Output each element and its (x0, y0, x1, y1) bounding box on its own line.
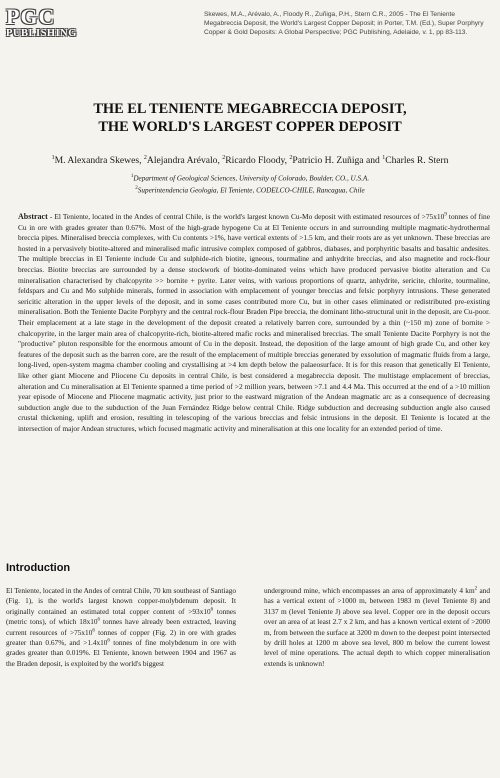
abstract-sup: 9 (444, 212, 447, 218)
intro-right-b: and has a vertical extent of >1000 m, between 1983 m (level Teniente 8) and 3137 m (level Teniente J) above sea level. Copper ore in the deposit occurs over an area of at least 2.7 x 2 km, and has a known vertical extent of >2000 m, from between the surface at 3200 m down to the deepest point intersected by drill holes at 1200 m above sea level, 800 m below the current lowest level of mine operations. The actual depth to which copper mineralisation extends is unknown! (264, 586, 490, 668)
intro-left-d: tonnes of copper (Fig. 2) in ore with grades greater than 0.67%, and >1.4x10 (6, 627, 237, 648)
affiliation-1-text: Department of Geological Sciences, University of Colorado, Boulder, CO., U.S.A. (133, 174, 370, 183)
author-1: M. Alexandra Skewes, (54, 155, 144, 167)
abstract-text-1: - El Teniente, located in the Andes of central Chile, is the world's largest known Cu-Mo deposit with estimated resources of >75x10 (47, 212, 445, 221)
affiliations (0, 172, 500, 196)
intro-left-sup-3: 6 (92, 628, 95, 634)
author-3-affil: 2 (222, 155, 226, 161)
intro-left-sup-2: 6 (97, 617, 101, 623)
abstract-text-2: tonnes of fine Cu in ore with grades greater than 0.67%. Most of the high-grade hypogene Cu at El Teniente occurs in and surrounding multiple magmatic-hydrothermal breccia pipes. Mineralised breccia complexes, with Cu contents >1%, have vertical extents of >1.5 km, and their roots are as yet unknown. These breccias are hosted in a pervasively biotite-altered and mineralised mafic intrusive complex composed of gabbros, diabases, and porphyritic basalts and basaltic andesites. The multiple breccias in El Teniente include Cu and sulphide-rich biotite, igneous, tourmaline and anhydrite breccias, and also magnetite and rock-flour breccias. Biotite breccias are surrounded by a dense stockwork of biotite-dominated veins which have produced pervasive biotite alteration and Cu mineralisation characterised by chalcopyrite >> bornite + pyrite. Later veins, with various proportions of quartz, anhydrite, sericite, chlorite, tourmaline, feldspars and Cu and Mo sulphide minerals, formed in association with emplacement of younger breccias and felsic porphyry intrusions. These generated sericitic alteration in the upper levels of the deposit, and in some cases contributed more Cu, but in other cases eliminated or redistributed pre-existing mineralisation. Both the Teniente Dacite Porphyry and the central rock-flour Braden Pipe breccia, the dominant litho-structural unit in the deposit, are Cu-poor. Their emplacement at a late stage in the development of the deposit created a relatively barren core, surrounded by a thin (~150 m) zone of bornite > chalcopyrite, in the larger main area of chalcopyrite-rich, biotite-altered mafic rocks and mineralised breccias. The small Teniente Dacite Porphyry is not the "productive" pluton responsible for the enormous amount of Cu in the deposit. Instead, the deposition of the large amount of high grade Cu, and other key features of the deposit such as the barren core, are the result of the emplacement of multiple breccias generated by exsolution of magmatic fluids from a large, long-lived, open-system magma chamber cooling and crystallising at >4 km depth below the palaeosurface. It is for this reason that genetically El Teniente, like other giant Miocene and Pliocene Cu deposits in central Chile, is best considered a megabreccia deposit. The multistage emplacement of breccias, alteration and Cu mineralisation at El Teniente spanned a time period of >2 million years, between >7.1 and 4.4 Ma. This occurred at the end of a >10 million year episode of Miocene and Pliocene magmatic activity, just prior to the eastward migration of the Andean magmatic arc as a consequence of decreasing subduction angle due to the subduction of the Juan Fernández Ridge below central Chile. Ridge subduction and decreasing subduction angle also caused crustal thickening, uplift and erosion, resulting in telescoping of the various breccias and felsic intrusions in the deposit. El Teniente is located at the intersection of major Andean structures, which focused magmatic activity and mineralisation at this one locality for an extended period of time. (18, 212, 490, 433)
intro-left-sup-4: 6 (107, 638, 110, 644)
citation-block: Skewes, M.A., Arévalo, A., Floody R., Zuñiga, P.H., Stern C.R., 2005 - The El Teniente Megabreccia Deposit, the World's Largest Copper Deposit; in Porter, T.M. (Ed.), Super Porphyry Copper & Gold Deposits: A Global Perspective; PGC Publishing, Adelaide, v. 1, pp 83-113. (204, 11, 484, 37)
affiliation-2-num: 2 (135, 185, 138, 191)
author-2-affil: 2 (143, 155, 147, 161)
affiliation-1-num: 1 (130, 174, 134, 179)
author-3: Ricardo Floody, (225, 155, 290, 167)
title-line-1: THE EL TENIENTE MEGABRECCIA DEPOSIT, (93, 101, 407, 117)
introduction-heading: Introduction (6, 562, 71, 574)
abstract-label: Abstract (18, 212, 48, 221)
author-5: Charles R. Stern (385, 155, 449, 167)
intro-left-column (6, 586, 236, 669)
affiliation-1 (0, 172, 500, 184)
author-5-affil: 1 (382, 155, 386, 161)
title-line-2: THE WORLD'S LARGEST COPPER DEPOSIT (98, 119, 402, 135)
author-4-affil: 2 (289, 155, 293, 161)
author-1-affil: 1 (51, 155, 55, 161)
intro-left-a: El Teniente, located in the Andes of central Chile, 70 km southeast of Santiago (Fig. 1), is the world's largest known copper-molybdenum deposit. It originally contained an estimated total copper content of >93x10 (6, 586, 236, 616)
affiliation-2 (0, 184, 500, 196)
author-list (0, 152, 500, 167)
abstract (18, 212, 490, 434)
publisher-logo (6, 6, 92, 46)
author-2: Alejandra Arévalo, (146, 155, 223, 167)
intro-right-column (264, 586, 490, 669)
logo-main-text: PGC (6, 4, 56, 29)
logo-sub-text: PUBLISHING (6, 28, 77, 39)
intro-left-c: tonnes have already been extracted, leaving current resources of >75x10 (6, 617, 236, 637)
intro-right-sup-1: 2 (474, 586, 478, 592)
paper-title (0, 100, 500, 136)
intro-left-e: tonnes of fine molybdenum in ore with grades greater than 0.019%. El Teniente, known between 1904 and 1967 as the Braden deposit, is exploited by the world's biggest (6, 638, 236, 668)
affiliation-2-text: Superintendencia Geologia, El Teniente, CODELCO-CHILE, Rancagua, Chile (137, 186, 365, 195)
intro-right-a: underground mine, which encompasses an area of approximately 4 km (264, 586, 475, 595)
intro-left-sup-1: 6 (210, 607, 214, 613)
intro-left-b: tonnes (metric tons), of which 18x10 (6, 606, 236, 627)
author-4: Patricio H. Zuñiga and (292, 155, 383, 167)
